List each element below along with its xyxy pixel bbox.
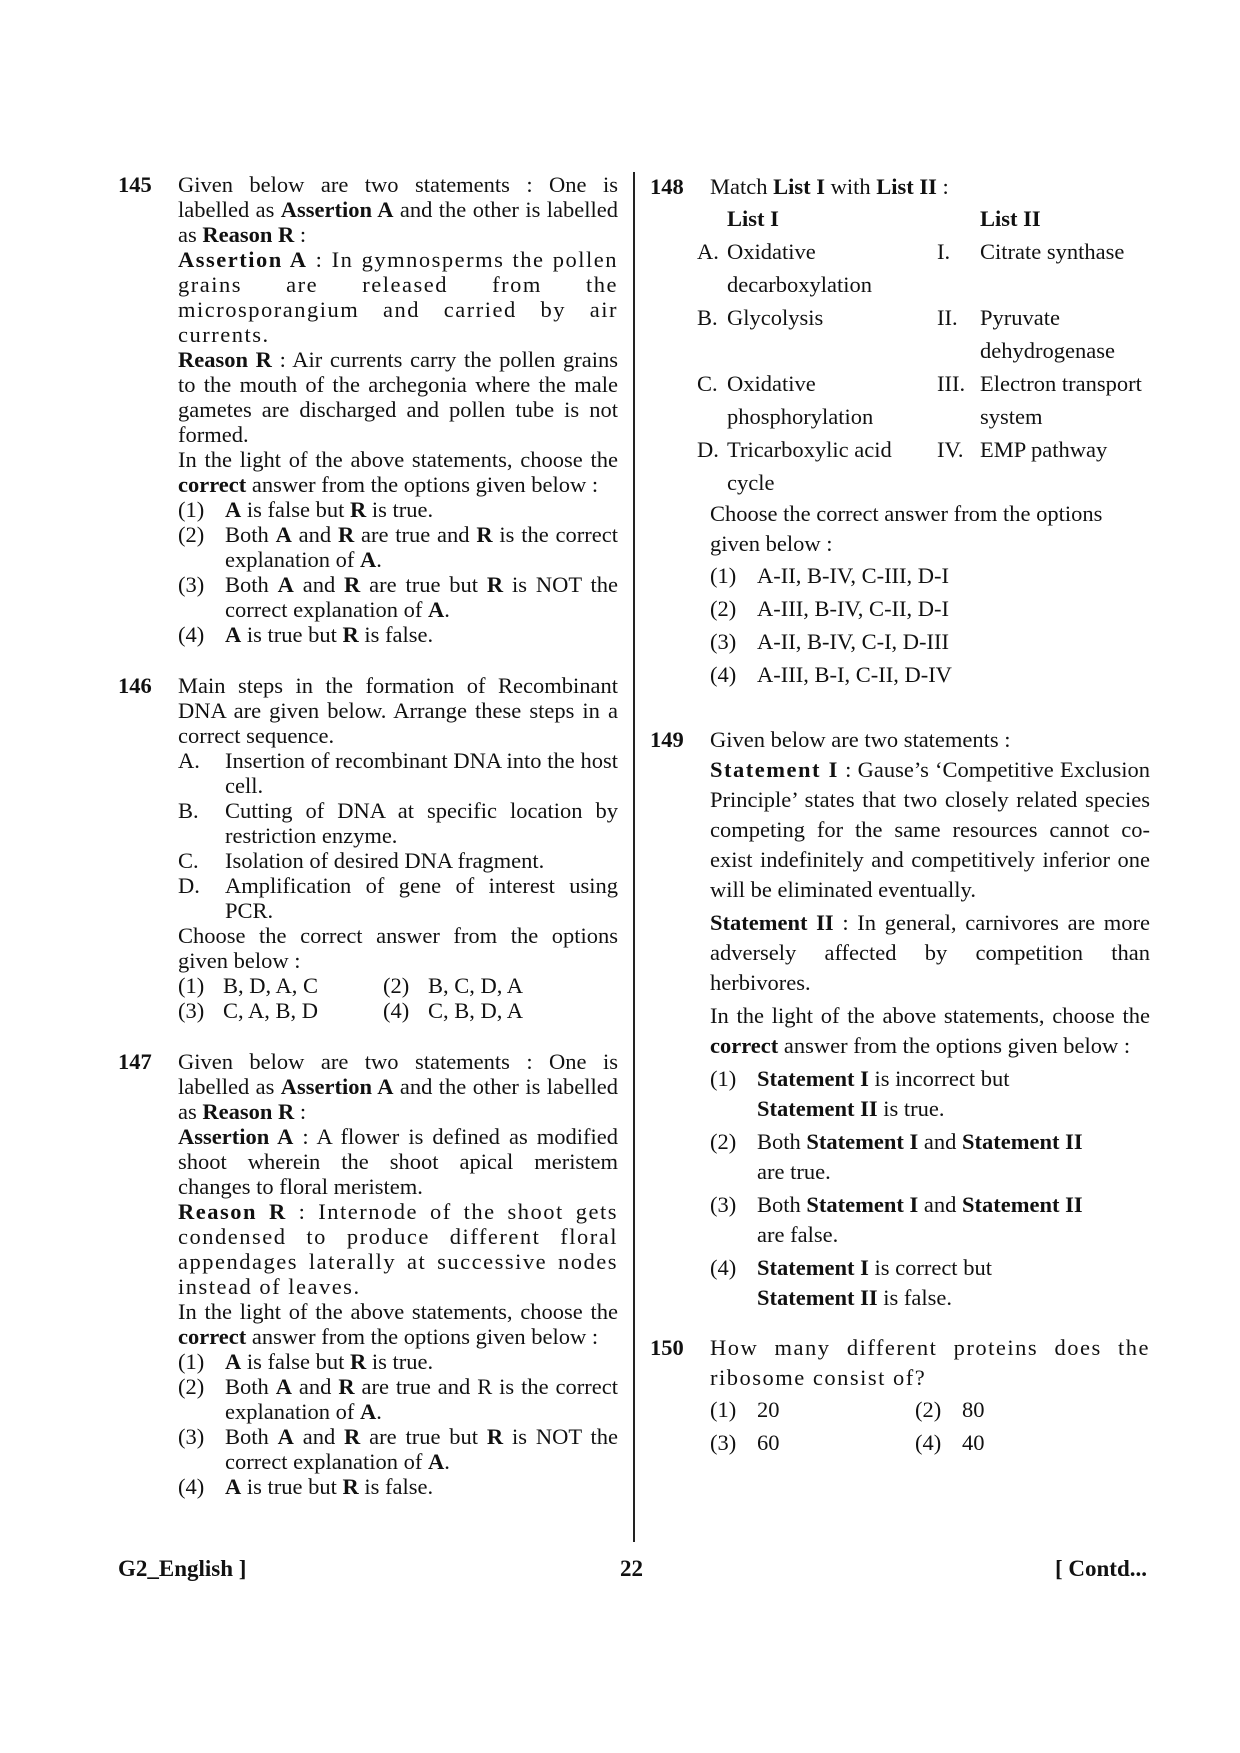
left-column	[118, 172, 618, 1525]
option-3[interactable]: (3) C, A, B, D	[178, 998, 319, 1023]
question-instruction: Choose the correct answer from the options given below :	[710, 501, 1103, 556]
question-149	[650, 725, 1150, 1313]
question-intro: Given below are two statements :	[710, 727, 1011, 752]
step-c: C. Isolation of desired DNA fragment.	[178, 848, 545, 873]
step-d: D. Amplification of gene of interest using PCR.	[178, 873, 618, 923]
footer-paper-code: G2_English ]	[118, 1556, 247, 1581]
option-2[interactable]: (2) Both A and R are true and R is the correct explanation of A.	[178, 522, 618, 572]
option-1[interactable]: (1) B, D, A, C	[178, 973, 319, 998]
question-number: 145	[118, 172, 152, 197]
option-3[interactable]: (3) Both Statement I and Statement II are false.	[710, 1192, 1083, 1247]
question-145	[118, 172, 618, 647]
question-intro: Match List I with List II :	[710, 174, 949, 199]
option-2[interactable]: (2) Both A and R are true and R is the correct explanation of A.	[178, 1374, 618, 1424]
match-row: A. Oxidative decarboxylation I. Citrate synthase	[697, 239, 1125, 297]
right-column	[650, 172, 1150, 1485]
match-row: B. Glycolysis II. Pyruvate dehydrogenase	[697, 305, 1115, 363]
question-intro: Given below are two statements : One is labelled as Assertion A and the other is labelled as Reason R :	[178, 1049, 618, 1124]
assertion: Assertion A : A flower is defined as modified shoot wherein the shoot apical meristem changes to floral meristem.	[178, 1124, 618, 1199]
step-a: A. Insertion of recombinant DNA into the host cell.	[178, 748, 618, 798]
footer-continued: [ Contd...	[1054, 1556, 1147, 1581]
question-intro: Given below are two statements : One is labelled as Assertion A and the other is labelled as Reason R :	[178, 172, 618, 247]
question-intro: Main steps in the formation of Recombinant DNA are given below. Arrange these steps in a correct sequence.	[178, 673, 618, 748]
option-4[interactable]: (4) A-III, B-I, C-II, D-IV	[710, 662, 952, 687]
question-instruction: In the light of the above statements, choose the correct answer from the options given below :	[178, 1299, 618, 1349]
option-3[interactable]: (3) A-II, B-IV, C-I, D-III	[710, 629, 950, 654]
option-2[interactable]: (2) 80	[915, 1397, 985, 1422]
column-divider	[633, 172, 635, 1542]
option-4[interactable]: (4) A is true but R is false.	[178, 622, 434, 647]
options-grid	[710, 1393, 1150, 1459]
match-table	[697, 202, 1150, 499]
option-4[interactable]: (4) Statement I is correct but Statement II is false.	[710, 1255, 992, 1310]
question-148	[650, 172, 1150, 691]
question-number: 146	[118, 673, 152, 698]
question-instruction: Choose the correct answer from the options given below :	[178, 923, 618, 973]
option-1[interactable]: (1) A-II, B-IV, C-III, D-I	[710, 563, 950, 588]
option-1[interactable]: (1) Statement I is incorrect but Statement II is true.	[710, 1066, 1010, 1121]
list-i-header: List I	[727, 206, 779, 231]
assertion: Assertion A : In gymnosperms the pollen grains are released from the microsporangium and carried by air currents.	[178, 247, 619, 347]
reason: Reason R : Air currents carry the pollen grains to the mouth of the archegonia where the male gametes are discharged and pollen tube is not formed.	[178, 347, 618, 447]
option-1[interactable]: (1) A is false but R is true.	[178, 497, 434, 522]
statement-2: Statement II : In general, carnivores are more adversely affected by competition than herbivores.	[710, 910, 1150, 995]
question-instruction: In the light of the above statements, choose the correct answer from the options given below :	[710, 1003, 1150, 1058]
option-2[interactable]: (2) Both Statement I and Statement II are true.	[710, 1129, 1083, 1184]
question-number: 150	[650, 1335, 684, 1360]
question-instruction: In the light of the above statements, choose the correct answer from the options given below :	[178, 447, 618, 497]
list-ii-header: List II	[980, 206, 1041, 231]
match-row: C. Oxidative phosphorylation III. Electron transport system	[697, 371, 1142, 429]
option-3[interactable]: (3) Both A and R are true but R is NOT the correct explanation of A.	[178, 572, 618, 622]
option-2[interactable]: (2) B, C, D, A	[383, 973, 524, 998]
option-2[interactable]: (2) A-III, B-IV, C-II, D-I	[710, 596, 950, 621]
option-1[interactable]: (1) A is false but R is true.	[178, 1349, 434, 1374]
question-146	[118, 673, 618, 1023]
reason: Reason R : Internode of the shoot gets condensed to produce different floral appendages laterally at successive nodes instead of leaves.	[178, 1199, 618, 1299]
question-number: 148	[650, 174, 684, 199]
question-text: How many different proteins does the ribosome consist of?	[710, 1335, 1150, 1390]
statement-1: Statement I : Gause’s ‘Competitive Exclusion Principle’ states that two closely related species competing for the same resources cannot co-exist indefinitely and competitively inferior one will be eliminated eventually.	[710, 757, 1150, 902]
question-number: 147	[118, 1049, 152, 1074]
question-number: 149	[650, 727, 684, 752]
match-row: D. Tricarboxylic acid cycle IV. EMP pathway	[697, 437, 1108, 495]
option-4[interactable]: (4) A is true but R is false.	[178, 1474, 434, 1499]
option-3[interactable]: (3) Both A and R are true but R is NOT the correct explanation of A.	[178, 1424, 618, 1474]
option-4[interactable]: (4) 40	[915, 1430, 985, 1455]
options-grid	[178, 973, 618, 1023]
step-b: B. Cutting of DNA at specific location by restriction enzyme.	[178, 798, 618, 848]
option-4[interactable]: (4) C, B, D, A	[383, 998, 524, 1023]
option-1[interactable]: (1) 20	[710, 1397, 780, 1422]
question-150	[650, 1333, 1150, 1459]
question-147	[118, 1049, 618, 1499]
page-number: 22	[620, 1556, 643, 1581]
option-3[interactable]: (3) 60	[710, 1430, 780, 1455]
